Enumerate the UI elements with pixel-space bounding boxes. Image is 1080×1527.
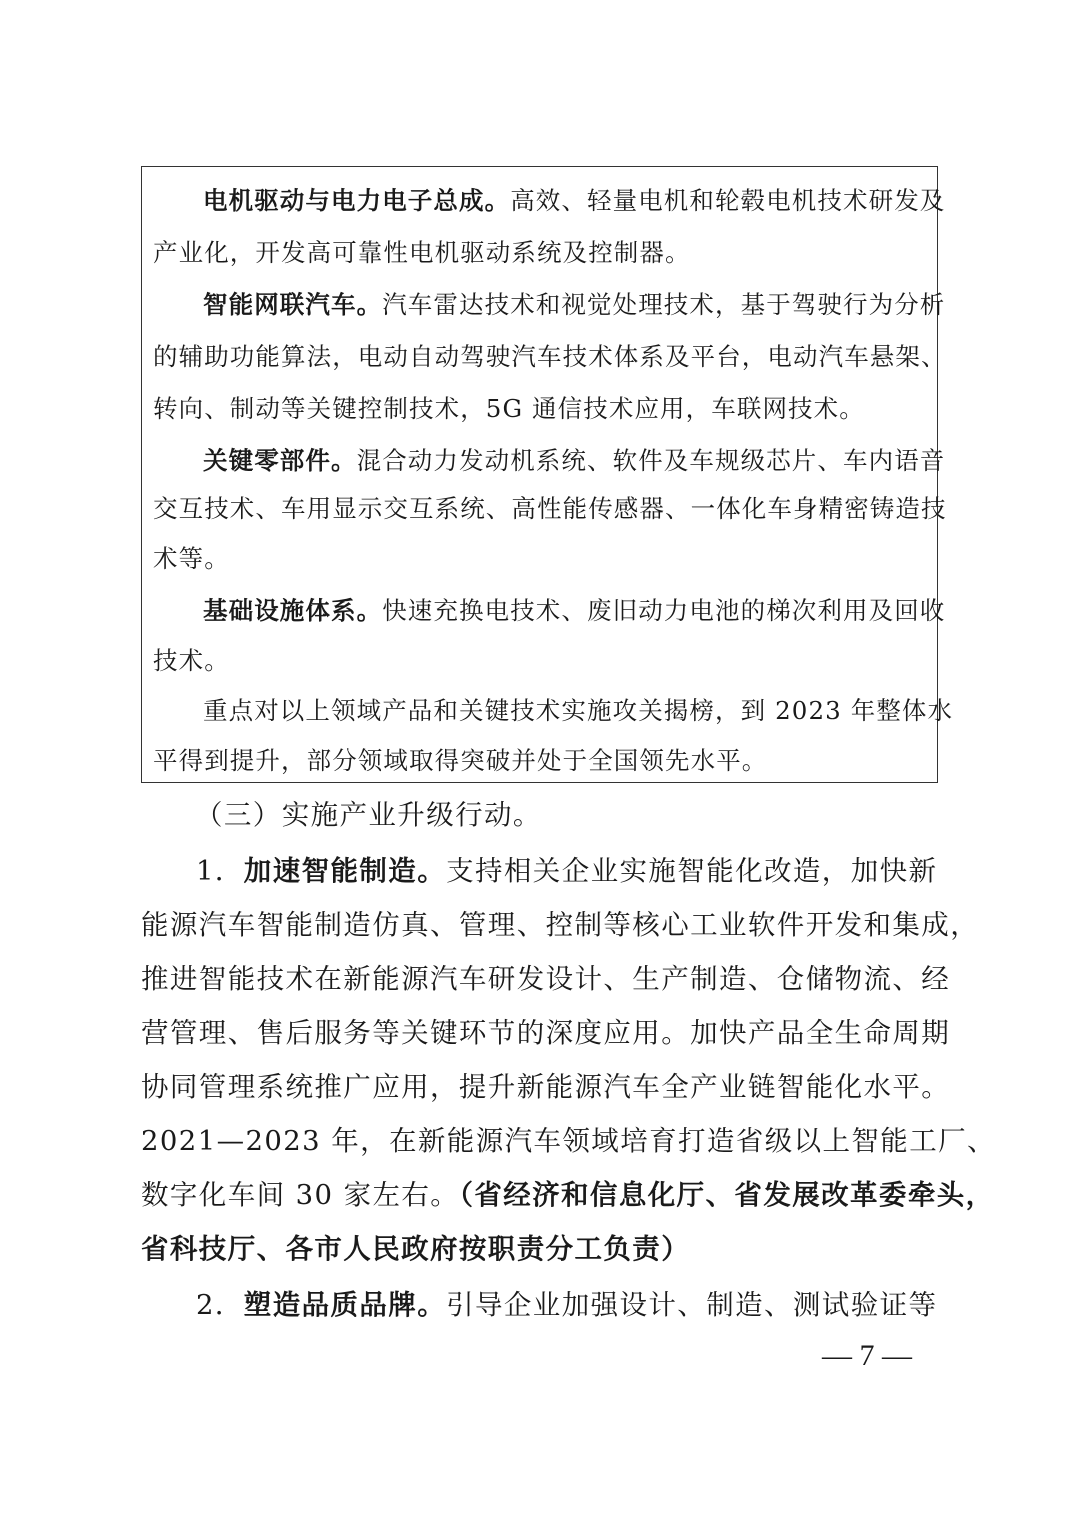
item-1-line-3: 推进智能技术在新能源汽车研发设计、生产制造、仓储物流、经 xyxy=(141,963,951,995)
item-1-line-2: 能源汽车智能制造仿真、管理、控制等核心工业软件开发和集成， xyxy=(141,909,980,941)
box-paragraph-1-line-1: 电机驱动与电力电子总成。高效、轻量电机和轮毂电机技术研发及 xyxy=(203,186,946,215)
item-1-number: 1． xyxy=(196,855,244,887)
box-paragraph-5-line-1: 重点对以上领域产品和关键技术实施攻关揭榜，到 2023 年整体水 xyxy=(203,696,954,725)
box-paragraph-2-line-2: 的辅助功能算法，电动自动驾驶汽车技术体系及平台，电动汽车悬架、 xyxy=(153,342,947,371)
box-paragraph-3-heading: 关键零部件。 xyxy=(203,446,357,475)
item-1-line-1: 1．加速智能制造。支持相关企业实施智能化改造，加快新 xyxy=(196,855,938,887)
box-paragraph-5-line-2: 平得到提升，部分领域取得突破并处于全国领先水平。 xyxy=(153,746,768,775)
box-paragraph-4-heading: 基础设施体系。 xyxy=(203,596,383,625)
item-1-title: 加速智能制造。 xyxy=(243,855,447,887)
item-2-line-1: 2．塑造品质品牌。引导企业加强设计、制造、测试验证等 xyxy=(196,1289,938,1321)
box-paragraph-1-line-2: 产业化，开发高可靠性电机驱动系统及控制器。 xyxy=(153,238,691,267)
box-paragraph-1-heading: 电机驱动与电力电子总成。 xyxy=(203,186,511,215)
box-paragraph-3-line-2: 交互技术、车用显示交互系统、高性能传感器、一体化车身精密铸造技 xyxy=(153,494,947,523)
item-1-line-5: 协同管理系统推广应用，提升新能源汽车全产业链智能化水平。 xyxy=(141,1071,951,1103)
item-1-responsible-2: 省科技厅、各市人民政府按职责分工负责） xyxy=(141,1233,691,1265)
item-2-title: 塑造品质品牌。 xyxy=(243,1289,447,1321)
box-paragraph-3-line-1: 关键零部件。混合动力发动机系统、软件及车规级芯片、车内语音 xyxy=(203,446,946,475)
box-paragraph-3-line-3: 术等。 xyxy=(153,544,230,573)
box-paragraph-2-line-3: 转向、制动等关键控制技术，5G 通信技术应用，车联网技术。 xyxy=(153,394,865,423)
section-heading: （三）实施产业升级行动。 xyxy=(195,799,542,831)
box-paragraph-2-heading: 智能网联汽车。 xyxy=(203,290,383,319)
page-number: — 7 — xyxy=(822,1339,912,1372)
box-paragraph-4-line-1: 基础设施体系。快速充换电技术、废旧动力电池的梯次利用及回收 xyxy=(203,596,946,625)
item-2-number: 2． xyxy=(196,1289,244,1321)
item-1-line-7: 数字化车间 30 家左右。（省经济和信息化厅、省发展改革委牵头， xyxy=(141,1179,995,1211)
box-paragraph-4-line-2: 技术。 xyxy=(153,646,230,675)
item-1-line-4: 营管理、售后服务等关键环节的深度应用。加快产品全生命周期 xyxy=(141,1017,951,1049)
box-paragraph-2-line-1: 智能网联汽车。汽车雷达技术和视觉处理技术，基于驾驶行为分析 xyxy=(203,290,946,319)
item-1-line-6: 2021—2023 年，在新能源汽车领域培育打造省级以上智能工厂、 xyxy=(141,1125,996,1157)
item-1-responsible-1: （省经济和信息化厅、省发展改革委牵头， xyxy=(459,1179,995,1211)
